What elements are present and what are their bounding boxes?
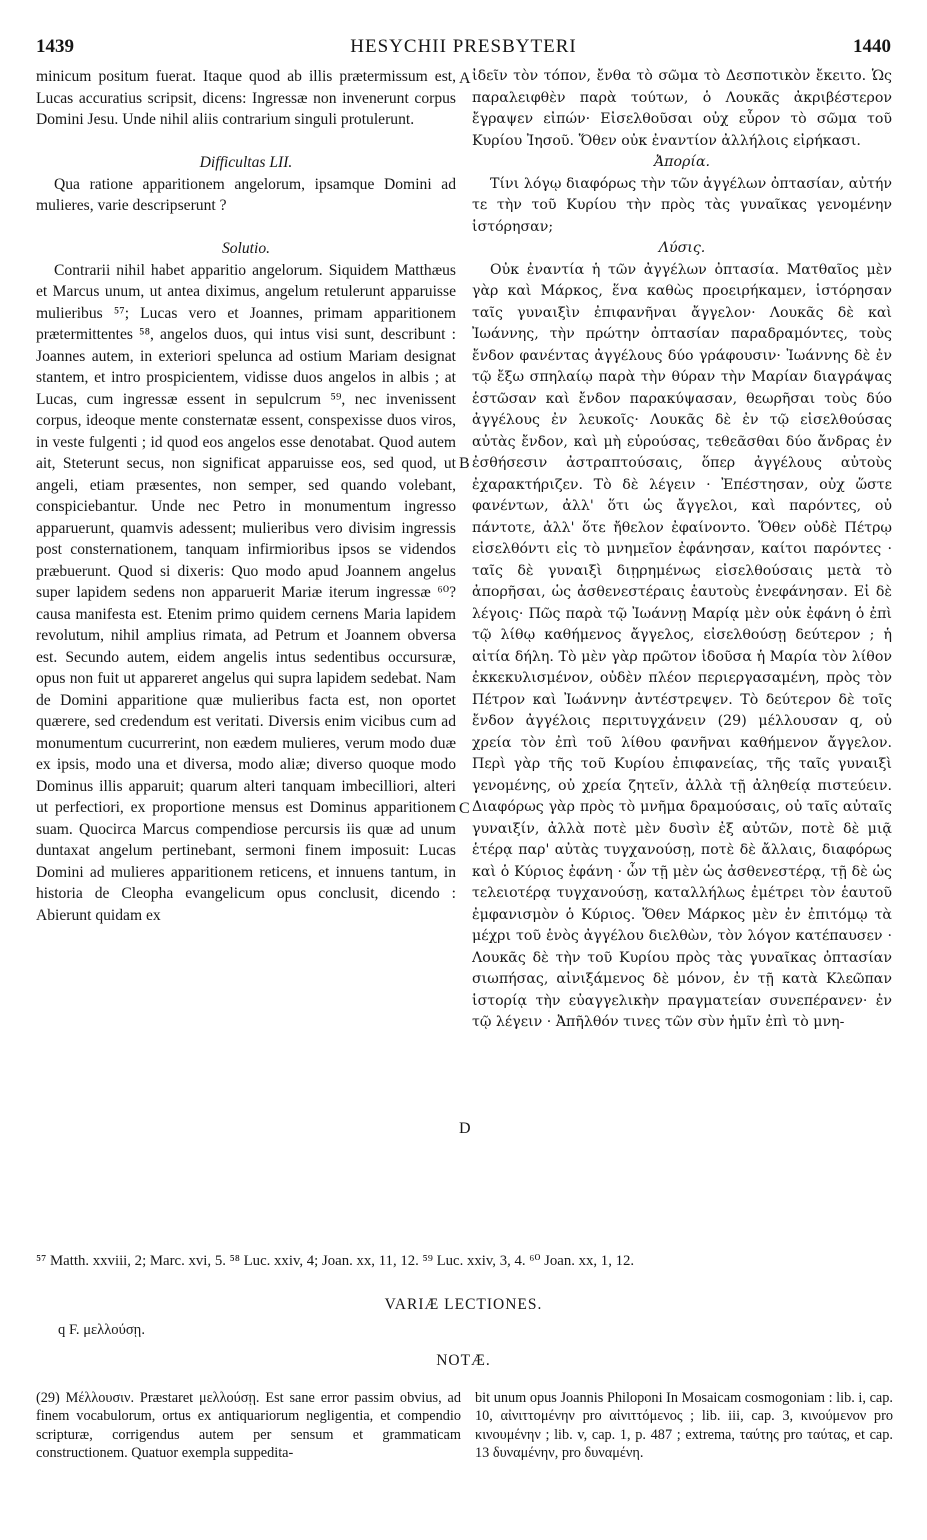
latin-difficulty-heading: Difficultas LII.	[199, 154, 293, 171]
section-marker-a: A	[459, 70, 471, 87]
notae-title: NOTÆ.	[436, 1352, 491, 1369]
greek-lysis-heading: Λύσις.	[658, 240, 706, 256]
page-number-right: 1440	[853, 36, 891, 57]
page-header	[36, 36, 891, 66]
latin-paragraph-1: minicum positum fuerat. Itaque quod ab illis prætermissum est, Lucas accuratius scripsit, dicens: Ingressæ non invenerunt corpus Domini Jesu. Unde nihil aliis contrarium singuli protulerunt.	[36, 68, 456, 128]
section-marker-c: C	[459, 800, 470, 817]
greek-question: Τίνι λόγῳ διαφόρως τὴν τῶν ἀγγέλων ὀπτασίαν, αὐτήν τε τὴν τοῦ Κυρίου τὴν πρὸς τὰς γυναῖκας γενομένην ἱστόρησαν;	[472, 175, 892, 235]
greek-column	[472, 66, 892, 1034]
greek-paragraph-2: Οὐκ ἐναντία ἡ τῶν ἀγγέλων ὀπτασία. Ματθαῖος μὲν γὰρ καὶ Μάρκος, ἕνα καθὼς προειρήκαμεν, ἱστόρησαν ταῖς γυναιξὶν ἐπιφανῆναι ἄγγελον· Λουκᾶς δὲ καὶ Ἰωάννης, τὴν πρώτην ὀπτασίαν παραδραμόντες, τοὺς ἔνδον φανέντας ἀγγέλους δύο γράφουσιν· Ἰωάννης δὲ ἐν τῷ ἔξω σπηλαίῳ παρὰ τὴν θύραν τὴν Μαρίαν διαγράψας ἑστῶσαν καὶ ἔνδον παρακύψασαν, θεωρῆσαι τοὺς δύο ἀγγέλους ἐν λευκοῖς· Λουκᾶς δὲ ἐν τῷ εἰσελθούσας αὐτὰς ἔνδον, καὶ μὴ εὑρούσας, τεθεᾶσθαι δύο ἄνδρας ἐν ἐσθήσεσιν ἀστραπτούσαις, ὅπερ ἀγγέλους αὐτοὺς ἐχαρακτήριζεν. Τὸ δὲ λέγειν · Ἐπέστησαν, οὐχ ὥστε φανέντων, ἀλλ' ὅτι ὡς ἄγγελοι, καὶ παρόντες, οὐ πάντοτε, ἀλλ' ὅτε ἤθελον ἐφαίνοντο. Ὅθεν οὐδὲ Πέτρῳ εἰσελθόντι εἰς τὸ μνημεῖον ἐφάνησαν, καίτοι παρόντες · ταῖς δὲ γυναιξὶ διῃρημένως εἰσελθούσαις μετὰ τὸ ἀπορῆσαι, ὡς ἀσθενεστέραις ἑαυτοὺς ἐνεφάνησαν. Εἰ δὲ λέγοις· Πῶς παρὰ τῷ Ἰωάννῃ Μαρίᾳ μὲν οὐκ ἐφάνη ὁ ἐπὶ τῷ λίθῳ καθήμενος ἄγγελος, εἰσελθούσῃ δεύτερον ; ἡ αἰτία δήλη. Τὸ μὲν γὰρ πρῶτον ἰδοῦσα ἡ Μαρία τὸν λίθον ἐκκεκυλισμένον, οὐδὲν πλέον περιεργασαμένη, πρὸς τὸν Πέτρον καὶ Ἰωάννην ἀντέστρεψεν. Τὸ δεύτερον δὲ τοῖς ἔνδον ἀγγέλοις περιτυγχάνειν (29) μέλλουσαν q, οὐ χρεία τὸν ἐπὶ τοῦ λίθου φανῆναι καθήμενον ἄγγελον. Περὶ γὰρ τῆς τοῦ Κυρίου ἐπιφανείας, τῆς ταῖς γυναιξὶ γενομένης, οὐ χρεία ζητεῖν, ἀλλὰ τῇ ἀληθείᾳ πιστεύειν. Διαφόρως γὰρ πρὸς τὸ μνῆμα δραμούσαις, οὐ ταῖς αὐταῖς γυναιξίν, ἀλλὰ ποτὲ μὲν δυσὶν ἐξ αὐτῶν, ποτὲ δὲ μιᾷ ἑτέρᾳ παρ' αὐτὰς τυγχανούσῃ, ποτὲ δὲ ἄλλαις, διαφόρως καὶ ὁ Κύριος ἐφάνη · ὧν τῇ μὲν ὡς ἀσθενεστέρᾳ, τῇ δὲ ὡς τελειοτέρᾳ τυγχανούσῃ, καταλλήλως ἐμέτρει τὸν ἑαυτοῦ ἐμφανισμὸν ὁ Κύριος. Ὅθεν Μάρκος μὲν ἐν ἐπιτόμῳ τὰ μέχρι τοῦ ἑνὸς ἀγγέλου διελθὼν, τὸν λόγον κατέπαυσεν · Λουκᾶς δὲ τὴν τοῦ Κυρίου πρὸς τὰς γυναῖκας ὀπτασίαν σιωπήσας, αἰνιξάμενος δὲ μόνον, ἐν τῇ κατὰ Κλεῶπαν ἱστορίᾳ τὴν εὐαγγελικὴν πραγματείαν συνεπέρανεν· ἐν τῷ λέγειν · Ἀπῆλθόν τινες τῶν σὺν ἡμῖν ἐπὶ τὸ μνη-	[472, 261, 892, 1030]
greek-paragraph-1: ἰδεῖν τὸν τόπον, ἔνθα τὸ σῶμα τὸ Δεσποτικὸν ἔκειτο. Ὡς παραλειφθὲν παρὰ τούτων, ὁ Λουκᾶς ἀκριβέστερον ἔγραψεν εἰπών· Εἰσελθοῦσαι οὐχ εὗρον τὸ σῶμα τοῦ Κυρίου Ἰησοῦ. Ὅθεν οὐκ ἐναντίον ἀλλήλοις εἰρήκασι.	[472, 68, 892, 149]
variae-lectiones-title: VARIÆ LECTIONES.	[384, 1296, 543, 1313]
section-marker-b: B	[459, 455, 470, 472]
variae-lectiones-entry: q F. μελλούσῃ.	[58, 1322, 145, 1338]
notae-left-column: (29) Μέλλουσιν. Præstaret μελλούσῃ. Est sane error passim obvius, ad finem vocabulorum, ortus ex antiquariorum negligentia, et compendio scripturæ, corrigendus autem per sensum et grammaticam constructionem. Quatuor exempla suppedita-	[36, 1390, 461, 1461]
footnotes-line: ⁵⁷ Matth. xxviii, 2; Marc. xvi, 5. ⁵⁸ Luc. xxiv, 4; Joan. xx, 11, 12. ⁵⁹ Luc. xxiv, 3, 4. ⁶⁰ Joan. xx, 1, 12.	[36, 1253, 635, 1269]
latin-paragraph-2: Contrarii nihil habet apparitio angelorum. Siquidem Matthæus et Marcus unum, ut antea diximus, angelum retulerunt apparuisse mulieribus ⁵⁷; Lucas vero et Joannes, primam apparitionem prætermittentes ⁵⁸, angelos duos, qui intus visi sunt, describunt : Joannes autem, in exteriori spelunca ad ostium Mariam designat stantem, et intro prospicientem, vidisse duos angelos in albis ; at Lucas, cum ingressæ essent in sepulcrum ⁵⁹, nec invenissent corpus, ideoque mente consternatæ essent, conspexisse duos viros, in veste fulgenti ; id quod eos angelos esse denotabat. Quod autem ait, Steterunt secus, non significat apparuisse eos, sed quod, ut angeli, etiam præsentes, non semper, sed quando volebant, conspiciebantur. Unde nec Petro in monumentum ingresso apparuerunt, quamvis adessent; mulieribus vero divisim ingressis post consternationem, tanquam infirmioribus ipsos se videndos præbuerunt. Quod si dixeris: Quo modo apud Joannem angelus super lapidem sedens non apparuerit Mariæ iterum ingressæ ⁶⁰? causa manifesta est. Etenim primo quidem cernens Maria lapidem revolutum, nihil amplius rimata, ad Petrum et Joannem obversa est. Secundo autem, eidem angelis intus sedentibus occursuræ, opus non fuit ut appareret angelus qui supra lapidem sedebat. Nam de Domini apparitione quæ mulieribus facta est, non oportet quærere, sed credendum est veritati. Diversis enim vicibus cum ad monumentum cucurrerint, non eædem mulieres, verum modo duæ ex ipsis, modo una et diversa, modo aliæ; diverso quoque modo Dominus illis apparuit; quarum alteri tanquam imbecilliori, alteri ut perfectiori, ex proportione mensus est Dominus apparitionem suam. Quocirca Marcus compendiose percursis iis quæ ad unum duntaxat angelum pertinebant, sermoni finem imposuit: Lucas Domini ad mulieres apparitionem reticens, et innuens tantum, in historia de Cleopha evangelicum opus conclusit, dicendo : Abierunt quidam ex	[36, 261, 456, 924]
notae-right-column: bit unum opus Joannis Philoponi In Mosaicam cosmogoniam : lib. i, cap. 10, αἰνιττομένην pro αἰνιττόμενος ; lib. iii, cap. 3, κινούμενον pro κινουμένην ; lib. v, cap. 1, p. 487 ; extrema, ταύτης pro ταύτας, et cap. 13 δυναμένην, pro δυναμένη.	[475, 1390, 893, 1461]
latin-question: Qua ratione apparitionem angelorum, ipsamque Domini ad mulieres, varie descripserunt ?	[36, 175, 456, 214]
page-number-left: 1439	[36, 36, 74, 57]
latin-solution-heading: Solutio.	[221, 240, 271, 257]
section-marker-d: D	[459, 1120, 471, 1137]
running-title: HESYCHII PRESBYTERI	[350, 36, 577, 57]
latin-column	[36, 66, 456, 926]
greek-aporia-heading: Ἀπορία.	[653, 154, 711, 170]
